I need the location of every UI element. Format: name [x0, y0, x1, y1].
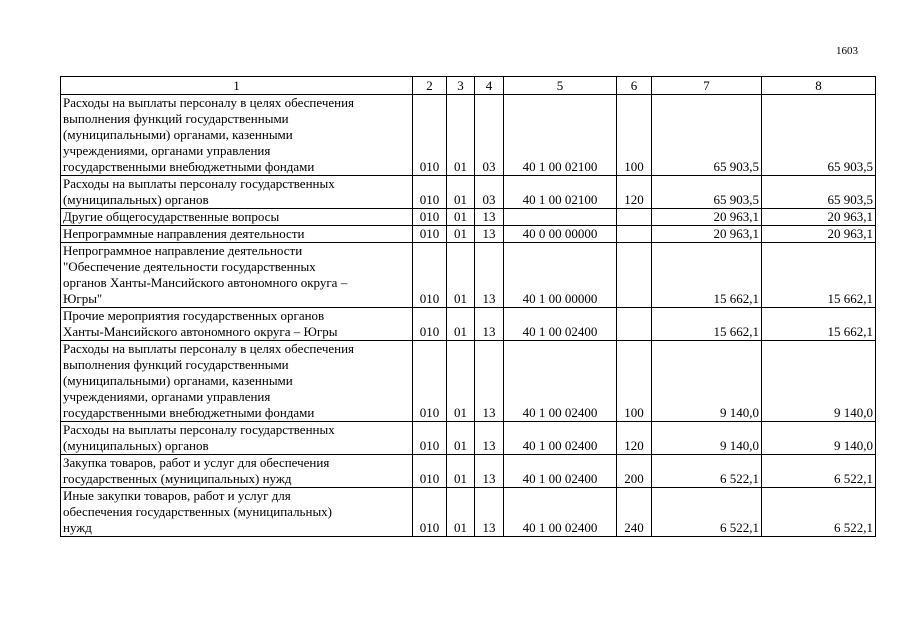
row-name-line: Закупка товаров, работ и услуг для обеспечения	[63, 455, 330, 470]
section-code: 01	[447, 488, 475, 537]
expense-type-code	[617, 308, 652, 341]
table-row	[61, 209, 876, 226]
amount-col7: 20 963,1	[652, 226, 762, 243]
row-name	[61, 226, 413, 243]
row-name-line: (муниципальными) органами, казенными	[63, 127, 293, 142]
target-article-code: 40 1 00 02400	[504, 488, 617, 537]
budget-table	[60, 76, 876, 537]
ministry-code: 010	[413, 226, 447, 243]
row-name-line: Ханты-Мансийского автономного округа – Югры	[63, 324, 338, 339]
row-name-line: нужд	[63, 520, 92, 535]
target-article-code: 40 1 00 02400	[504, 341, 617, 422]
row-name	[61, 95, 413, 176]
amount-col7: 9 140,0	[652, 422, 762, 455]
amount-col7: 15 662,1	[652, 308, 762, 341]
row-name-line: Расходы на выплаты персоналу в целях обеспечения	[63, 341, 355, 356]
amount-col8: 20 963,1	[762, 226, 876, 243]
header-cell: 4	[475, 77, 504, 95]
ministry-code: 010	[413, 209, 447, 226]
table-row	[61, 455, 876, 488]
table-row	[61, 308, 876, 341]
subsection-code: 13	[475, 243, 504, 308]
section-code: 01	[447, 176, 475, 209]
section-code: 01	[447, 341, 475, 422]
row-name-line: государственных (муниципальных) нужд	[63, 471, 292, 486]
expense-type-code: 100	[617, 341, 652, 422]
row-name-line: Югры"	[63, 291, 103, 306]
amount-col8: 6 522,1	[762, 455, 876, 488]
amount-col7: 15 662,1	[652, 243, 762, 308]
subsection-code: 13	[475, 488, 504, 537]
row-name	[61, 308, 413, 341]
subsection-code: 13	[475, 226, 504, 243]
section-code: 01	[447, 226, 475, 243]
row-name-line: органов Ханты-Мансийского автономного округа –	[63, 275, 348, 290]
expense-type-code	[617, 243, 652, 308]
header-cell: 2	[413, 77, 447, 95]
target-article-code	[504, 209, 617, 226]
row-name	[61, 341, 413, 422]
table-row	[61, 422, 876, 455]
table-row	[61, 341, 876, 422]
row-name-line: (муниципальных) органов	[63, 438, 209, 453]
row-name	[61, 176, 413, 209]
header-cell: 7	[652, 77, 762, 95]
header-cell: 6	[617, 77, 652, 95]
table-row	[61, 176, 876, 209]
row-name-line: государственными внебюджетными фондами	[63, 159, 315, 174]
ministry-code: 010	[413, 176, 447, 209]
amount-col8: 6 522,1	[762, 488, 876, 537]
row-name-line: выполнения функций государственными	[63, 357, 289, 372]
amount-col8: 9 140,0	[762, 341, 876, 422]
page-number: 1603	[836, 45, 858, 57]
ministry-code: 010	[413, 455, 447, 488]
row-name-line: "Обеспечение деятельности государственных	[63, 259, 316, 274]
subsection-code: 13	[475, 341, 504, 422]
table-row	[61, 95, 876, 176]
row-name-line: Расходы на выплаты персоналу государственных	[63, 176, 335, 191]
subsection-code: 13	[475, 308, 504, 341]
target-article-code: 40 1 00 02400	[504, 422, 617, 455]
expense-type-code: 200	[617, 455, 652, 488]
row-name-line: Непрограммное направление деятельности	[63, 243, 303, 258]
expense-type-code	[617, 209, 652, 226]
amount-col7: 20 963,1	[652, 209, 762, 226]
header-cell: 5	[504, 77, 617, 95]
amount-col7: 65 903,5	[652, 95, 762, 176]
amount-col7: 65 903,5	[652, 176, 762, 209]
section-code: 01	[447, 243, 475, 308]
amount-col8: 20 963,1	[762, 209, 876, 226]
amount-col8: 9 140,0	[762, 422, 876, 455]
section-code: 01	[447, 209, 475, 226]
row-name-line: Другие общегосударственные вопросы	[63, 209, 280, 224]
amount-col7: 9 140,0	[652, 341, 762, 422]
section-code: 01	[447, 95, 475, 176]
header-row	[61, 77, 876, 95]
section-code: 01	[447, 455, 475, 488]
subsection-code: 03	[475, 176, 504, 209]
subsection-code: 13	[475, 422, 504, 455]
row-name-line: учреждениями, органами управления	[63, 143, 271, 158]
target-article-code: 40 1 00 00000	[504, 243, 617, 308]
row-name-line: Расходы на выплаты персоналу государственных	[63, 422, 335, 437]
amount-col8: 15 662,1	[762, 308, 876, 341]
expense-type-code: 120	[617, 176, 652, 209]
ministry-code: 010	[413, 422, 447, 455]
row-name-line: государственными внебюджетными фондами	[63, 405, 315, 420]
row-name-line: (муниципальными) органами, казенными	[63, 373, 293, 388]
ministry-code: 010	[413, 488, 447, 537]
row-name-line: выполнения функций государственными	[63, 111, 289, 126]
row-name	[61, 488, 413, 537]
expense-type-code: 100	[617, 95, 652, 176]
expense-type-code: 120	[617, 422, 652, 455]
header-cell: 1	[61, 77, 413, 95]
row-name-line: обеспечения государственных (муниципальных)	[63, 504, 333, 519]
table-row	[61, 243, 876, 308]
section-code: 01	[447, 308, 475, 341]
expense-type-code	[617, 226, 652, 243]
row-name-line: Непрограммные направления деятельности	[63, 226, 305, 241]
row-name	[61, 209, 413, 226]
subsection-code: 03	[475, 95, 504, 176]
header-cell: 3	[447, 77, 475, 95]
amount-col8: 15 662,1	[762, 243, 876, 308]
row-name-line: (муниципальных) органов	[63, 192, 209, 207]
header-cell: 8	[762, 77, 876, 95]
amount-col7: 6 522,1	[652, 488, 762, 537]
row-name	[61, 422, 413, 455]
subsection-code: 13	[475, 209, 504, 226]
target-article-code: 40 1 00 02100	[504, 176, 617, 209]
target-article-code: 40 1 00 02400	[504, 455, 617, 488]
expense-type-code: 240	[617, 488, 652, 537]
ministry-code: 010	[413, 243, 447, 308]
subsection-code: 13	[475, 455, 504, 488]
row-name	[61, 243, 413, 308]
amount-col7: 6 522,1	[652, 455, 762, 488]
row-name-line: Иные закупки товаров, работ и услуг для	[63, 488, 291, 503]
ministry-code: 010	[413, 341, 447, 422]
target-article-code: 40 1 00 02400	[504, 308, 617, 341]
row-name	[61, 455, 413, 488]
amount-col8: 65 903,5	[762, 176, 876, 209]
ministry-code: 010	[413, 308, 447, 341]
table-row	[61, 226, 876, 243]
target-article-code: 40 1 00 02100	[504, 95, 617, 176]
section-code: 01	[447, 422, 475, 455]
target-article-code: 40 0 00 00000	[504, 226, 617, 243]
amount-col8: 65 903,5	[762, 95, 876, 176]
table-row	[61, 488, 876, 537]
row-name-line: Расходы на выплаты персоналу в целях обеспечения	[63, 95, 355, 110]
row-name-line: учреждениями, органами управления	[63, 389, 271, 404]
row-name-line: Прочие мероприятия государственных органов	[63, 308, 325, 323]
ministry-code: 010	[413, 95, 447, 176]
